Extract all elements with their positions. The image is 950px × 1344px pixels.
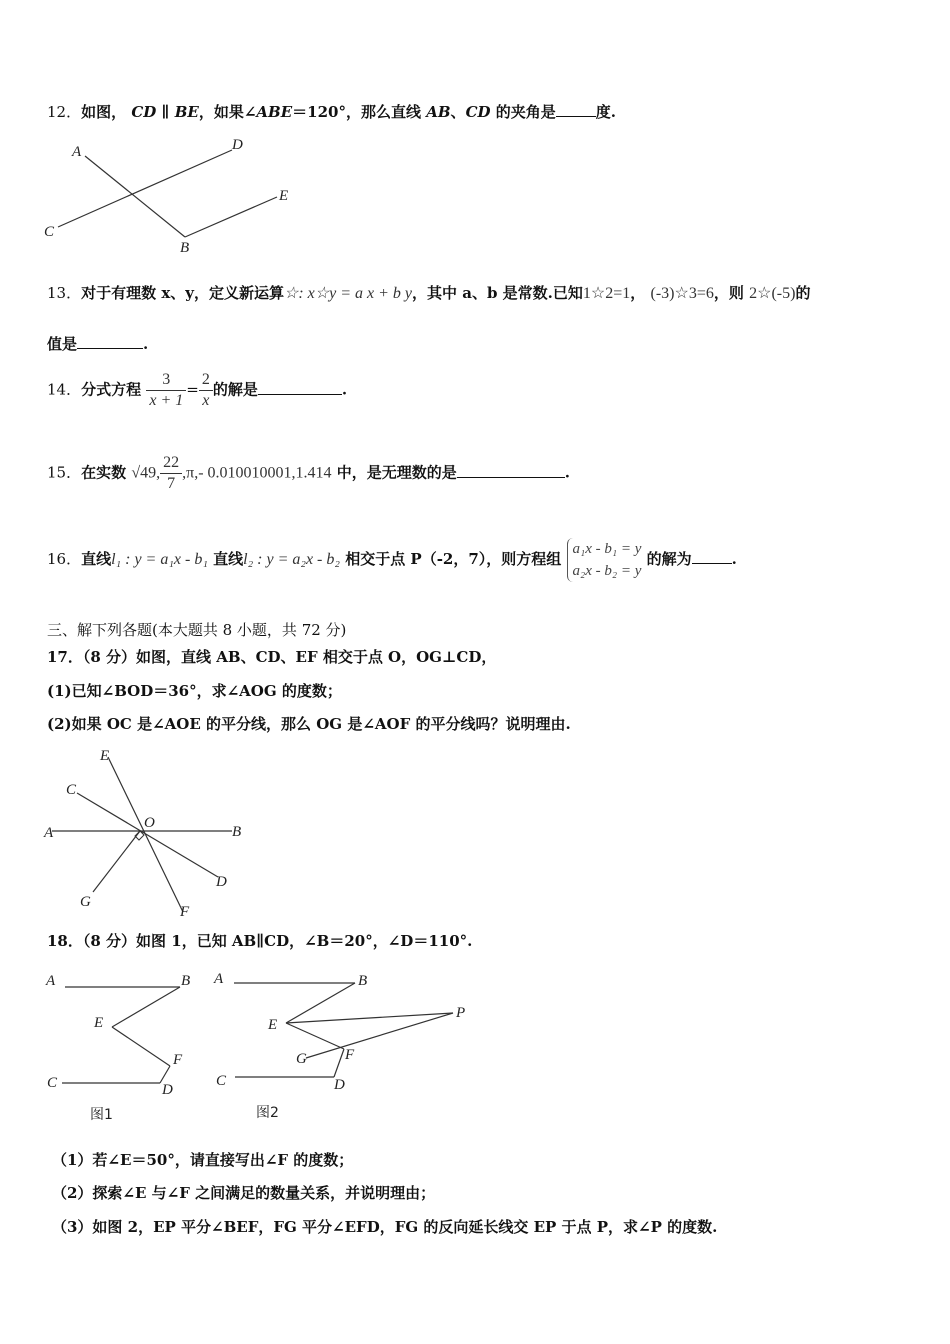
q14-equals: = bbox=[186, 380, 199, 399]
q17-part-2: (2)如果 OC 是∠AOE 的平分线，那么 OG 是∠AOF 的平分线吗？说明理由. bbox=[47, 715, 571, 733]
q12-cd: CD bbox=[131, 103, 157, 121]
q17-label-e: E bbox=[100, 748, 110, 764]
q16-text-2: 直线 bbox=[213, 550, 244, 568]
q13-text-line2 bbox=[47, 334, 148, 354]
q18-fig2-label-g: G bbox=[296, 1051, 307, 1067]
q12-parallel: ∥ bbox=[161, 103, 170, 121]
q17-label-o: O bbox=[144, 815, 155, 831]
q17-part-1: (1)已知∠BOD＝36°，求∠AOG 的度数； bbox=[47, 682, 342, 700]
q15-text-3: . bbox=[564, 463, 571, 482]
q12-abe: ABE bbox=[256, 103, 293, 121]
q12-label-e: E bbox=[279, 188, 289, 204]
q13-number: 13． bbox=[47, 284, 82, 302]
q12-text-6: 的夹角是 bbox=[495, 103, 556, 121]
q12-text-4: ＝120°，那么直线 bbox=[292, 103, 421, 121]
q12-label-a: A bbox=[72, 144, 82, 160]
q12-figure bbox=[40, 132, 310, 257]
section-heading: 三、解下列各题(本大题共 8 小题，共 72 分) bbox=[47, 621, 347, 639]
q13-text-7: . bbox=[143, 335, 149, 353]
q16-text-1: 直线 bbox=[81, 550, 112, 568]
q17-label-a: A bbox=[44, 825, 54, 841]
q13-text-2: ，其中 a、b 是常数.已知 bbox=[412, 284, 583, 302]
q18-fig1-label-f: F bbox=[173, 1052, 183, 1068]
q12-text-7: 度. bbox=[595, 103, 616, 121]
q18-fig2-label-c: C bbox=[216, 1073, 227, 1089]
q14-text-1: 分式方程 bbox=[81, 380, 142, 399]
q16-equation-2: a₂x - b₂ = y bbox=[572, 563, 642, 579]
q13-text-5: 的 bbox=[795, 284, 811, 302]
q13-given-1: 1☆2=1 bbox=[582, 285, 631, 302]
q18-figure-1 bbox=[40, 963, 210, 1128]
q18-fig2-caption: 图2 bbox=[256, 1105, 279, 1121]
q18-fig2-label-d: D bbox=[334, 1077, 345, 1093]
q14-denominator-1: x + 1 bbox=[149, 392, 184, 409]
q18-fig2-label-b: B bbox=[358, 973, 368, 989]
q15-numerator: 22 bbox=[160, 453, 182, 474]
q18-fig2-label-f: F bbox=[345, 1047, 355, 1063]
q16-line-2: l₂ : y = a₂x - b₂ bbox=[243, 551, 340, 568]
q15-text-2: 中，是无理数的是 bbox=[336, 463, 457, 482]
q12-text-3: ，如果∠ bbox=[198, 103, 257, 121]
q18-line-1: 18．（8 分）如图 1，已知 AB∥CD，∠B＝20°，∠D＝110°. bbox=[47, 932, 473, 950]
q17-label-g: G bbox=[80, 894, 91, 910]
q15-answer-blank[interactable] bbox=[457, 463, 565, 478]
q18-fig2-label-a: A bbox=[214, 971, 224, 987]
q17-line-1: 17．（8 分）如图，直线 AB、CD、EF 相交于点 O，OG⊥CD， bbox=[47, 648, 497, 666]
q12-answer-blank[interactable] bbox=[556, 102, 596, 117]
q13-text-6: 值是 bbox=[47, 335, 78, 353]
q15-comma: , bbox=[156, 464, 161, 482]
q12-text bbox=[47, 102, 616, 122]
q12-label-c: C bbox=[44, 224, 55, 240]
q15-denominator: 7 bbox=[167, 475, 176, 492]
q18-fig1-label-a: A bbox=[46, 973, 56, 989]
q14-text-2: 的解是 bbox=[212, 380, 258, 399]
q17-label-d: D bbox=[216, 874, 227, 890]
q18-figure-2 bbox=[210, 963, 480, 1128]
q12-cd-2: CD bbox=[465, 103, 491, 121]
q15-number: 15． bbox=[47, 463, 82, 482]
q12-label-d: D bbox=[232, 137, 243, 153]
q14-text-3: . bbox=[341, 380, 348, 399]
q16-number: 16． bbox=[47, 550, 82, 568]
q12-text-5: 、 bbox=[450, 103, 466, 121]
q14-numerator-2: 2 bbox=[199, 370, 213, 391]
q12-label-b: B bbox=[180, 240, 190, 256]
q14-number: 14． bbox=[47, 380, 82, 399]
q14-fraction-left bbox=[146, 370, 186, 411]
q18-fig2-label-e: E bbox=[268, 1017, 278, 1033]
q18-fig1-label-d: D bbox=[162, 1082, 173, 1098]
q18-fig1-label-e: E bbox=[94, 1015, 104, 1031]
q14-numerator-1: 3 bbox=[146, 370, 186, 391]
q12-ab: AB bbox=[426, 103, 451, 121]
q18-part-1: （1）若∠E＝50°，请直接写出∠F 的度数； bbox=[52, 1151, 354, 1169]
q13-expression: 2☆(-5) bbox=[749, 285, 796, 302]
q14-denominator-2: x bbox=[202, 392, 210, 409]
q18-part-2: （2）探索∠E 与∠F 之间满足的数量关系，并说明理由； bbox=[52, 1184, 436, 1202]
q16-text-5: . bbox=[731, 550, 737, 568]
q18-fig1-caption: 图1 bbox=[90, 1107, 113, 1123]
q15-sqrt: √49 bbox=[131, 464, 157, 482]
q16-equation-system bbox=[567, 538, 642, 582]
q12-be: BE bbox=[174, 103, 199, 121]
q13-text-3: ， bbox=[630, 284, 646, 302]
q17-figure bbox=[40, 742, 255, 922]
q16-text bbox=[47, 538, 737, 582]
q17-label-b: B bbox=[232, 824, 242, 840]
q14-fraction-right bbox=[199, 370, 213, 411]
q13-given-2: (-3)☆3=6 bbox=[650, 285, 714, 302]
q18-fig1-label-c: C bbox=[47, 1075, 58, 1091]
q15-numbers: ,π,- 0.010010001,1.414 bbox=[182, 464, 332, 482]
q15-fraction bbox=[160, 453, 182, 494]
q12-text-1: 如图， bbox=[81, 103, 127, 121]
q16-text-3: 相交于点 P（-2，7），则方程组 bbox=[345, 550, 562, 568]
q16-equation-1: a₁x - b₁ = y bbox=[572, 541, 642, 557]
q13-answer-blank[interactable] bbox=[77, 334, 143, 349]
q16-line-1: l₁ : y = a₁x - b₁ bbox=[111, 551, 208, 568]
q13-text bbox=[47, 283, 810, 304]
q17-label-f: F bbox=[180, 904, 190, 920]
q18-part-3: （3）如图 2，EP 平分∠BEF，FG 平分∠EFD，FG 的反向延长线交 EP 于点 P，求∠P 的度数. bbox=[52, 1218, 718, 1236]
q15-text bbox=[47, 453, 570, 494]
q15-text-1: 在实数 bbox=[81, 463, 127, 482]
q18-fig1-label-b: B bbox=[181, 973, 191, 989]
q14-text bbox=[47, 370, 347, 411]
q13-text-4: ，则 bbox=[713, 284, 744, 302]
q16-answer-blank[interactable] bbox=[692, 549, 732, 564]
q12-number: 12． bbox=[47, 103, 82, 121]
q17-label-c: C bbox=[66, 782, 77, 798]
q13-definition: ☆: x☆y = a x + b y bbox=[283, 285, 412, 302]
q18-fig2-label-p: P bbox=[456, 1005, 466, 1021]
q13-text-1: 对于有理数 x、y，定义新运算 bbox=[81, 284, 284, 302]
q16-text-4: 的解为 bbox=[646, 550, 692, 568]
q14-answer-blank[interactable] bbox=[258, 380, 342, 395]
